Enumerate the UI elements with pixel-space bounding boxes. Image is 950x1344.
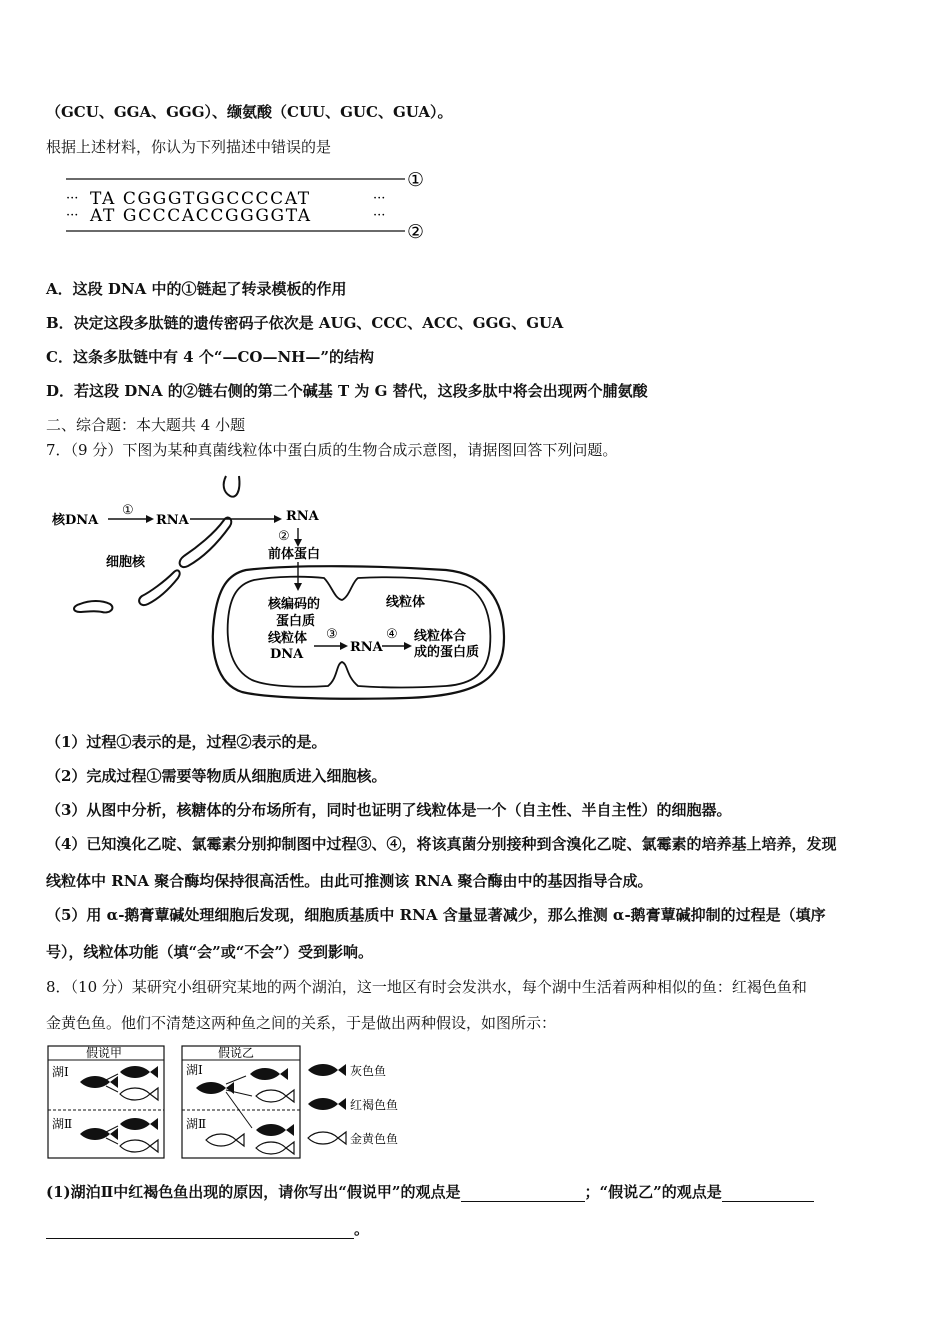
label-step-4: ④ <box>386 627 398 642</box>
mito-synthesis-figure <box>46 470 526 702</box>
label-mitochondrion: 线粒体 <box>386 595 426 610</box>
q8-stem-2: 金黄色鱼。他们不清楚这两种鱼之间的关系，于是做出两种假设，如图所示： <box>46 1014 557 1032</box>
q7-item-3: （3）从图中分析，核糖体的分布场所有，同时也证明了线粒体是一个（自主性、半自主性）的细胞器。 <box>46 801 732 819</box>
hypothesis-a-answer-blank[interactable] <box>461 1185 585 1202</box>
q7-item-5: （5）用 α-鹅膏蕈碱处理细胞后发现，细胞质基质中 RNA 含量显著减少，那么推测 α-鹅膏蕈碱抑制的过程是（填序 <box>46 906 826 924</box>
question-prompt: 根据上述材料，你认为下列描述中错误的是 <box>46 138 332 156</box>
q8-question-1 <box>46 1182 814 1202</box>
label-nucleus: 细胞核 <box>106 555 146 570</box>
strand-label-1: ① <box>407 169 425 191</box>
hyp-a-lake-2: 湖Ⅱ <box>52 1117 73 1131</box>
q7-item-4: （4）已知溴化乙啶、氯霉素分别抑制图中过程③、④，将该真菌分别接种到含溴化乙啶、氯霉素的培养基上培养，发现 <box>46 835 837 853</box>
dna-bottom-sequence: AT GCCCACCGGGGTA <box>90 206 312 226</box>
legend-gray-fish: 灰色鱼 <box>350 1064 387 1078</box>
label-rna-1: RNA <box>156 513 189 528</box>
q7-item-4-cont: 线粒体中 RNA 聚合酶均保持很高活性。由此可推测该 RNA 聚合酶由中的基因指导合成。 <box>46 872 653 890</box>
dna-bottom-dots-left: ··· <box>66 208 79 223</box>
dna-top-dots-right: ··· <box>373 191 386 206</box>
label-nuclear-encoded-2: 蛋白质 <box>276 614 316 629</box>
q8-stem-1: 8．（10 分）某研究小组研究某地的两个湖泊，这一地区有时会发洪水，每个湖中生活着两种相似的鱼：红褐色鱼和 <box>46 978 807 996</box>
q8-q1-end: 。 <box>354 1220 370 1238</box>
label-mito-protein-1: 线粒体合 <box>414 629 467 644</box>
legend-redbrown-fish: 红褐色鱼 <box>350 1098 399 1112</box>
label-nuclear-encoded-1: 核编码的 <box>268 597 321 612</box>
option-b[interactable]: B．决定这段多肽链的遗传密码子依次是 AUG、CCC、ACC、GGG、GUA <box>46 314 564 332</box>
q8-question-1-cont <box>46 1219 369 1239</box>
q7-item-2: （2）完成过程①需要等物质从细胞质进入细胞核。 <box>46 767 387 785</box>
q7-stem: 7．（9 分）下图为某种真菌线粒体中蛋白质的生物合成示意图，请据图回答下列问题。 <box>46 441 618 459</box>
label-mito-protein-2: 成的蛋白质 <box>414 645 480 660</box>
dna-bottom-dots-right: ··· <box>373 208 386 223</box>
option-d[interactable]: D．若这段 DNA 的②链右侧的第二个碱基 T 为 G 替代，这段多肽中将会出现两个脯氨酸 <box>46 382 648 400</box>
hypothesis-figure <box>46 1044 416 1160</box>
option-a[interactable]: A．这段 DNA 中的①链起了转录模板的作用 <box>46 280 347 298</box>
option-c[interactable]: C．这条多肽链中有 4 个“—CO—NH—”的结构 <box>46 348 374 366</box>
label-precursor-protein: 前体蛋白 <box>268 547 321 562</box>
q8-q1-prefix: (1)湖泊Ⅱ中红褐色鱼出现的原因，请你写出“假说甲”的观点是 <box>46 1183 461 1201</box>
label-rna-3: RNA <box>350 640 383 655</box>
label-step-3: ③ <box>326 627 338 642</box>
q7-item-5-cont: 号），线粒体功能（填“会”或“不会”）受到影响。 <box>46 943 374 961</box>
hypothesis-b-title: 假说乙 <box>218 1046 255 1060</box>
hypothesis-a-title: 假说甲 <box>86 1046 123 1060</box>
label-mito-dna-2: DNA <box>270 647 304 662</box>
strand-label-2: ② <box>407 221 425 243</box>
hyp-a-lake-1: 湖Ⅰ <box>52 1065 69 1079</box>
q7-item-1: （1）过程①表示的是，过程②表示的是。 <box>46 733 327 751</box>
hyp-b-lake-1: 湖Ⅰ <box>186 1063 203 1077</box>
label-rna-2: RNA <box>286 509 319 524</box>
label-step-2: ② <box>278 529 290 544</box>
label-mito-dna-1: 线粒体 <box>268 631 308 646</box>
section-heading: 二、综合题：本大题共 4 小题 <box>46 416 246 434</box>
hypothesis-b-answer-blank-cont[interactable] <box>46 1222 354 1239</box>
dna-top-sequence: TA CGGGTGGCCCCAT <box>90 189 311 209</box>
dna-figure <box>60 166 440 246</box>
codon-line: （GCU、GGA、GGG）、缬氨酸（CUU、GUC、GUA）。 <box>46 103 453 121</box>
dna-top-dots-left: ··· <box>66 191 79 206</box>
label-step-1: ① <box>122 503 134 518</box>
hyp-b-lake-2: 湖Ⅱ <box>186 1117 207 1131</box>
q8-q1-mid: ；“假说乙”的观点是 <box>584 1183 722 1201</box>
label-nuclear-dna: 核DNA <box>52 513 99 528</box>
legend-golden-fish: 金黄色鱼 <box>350 1132 399 1146</box>
hypothesis-b-answer-blank[interactable] <box>722 1185 814 1202</box>
